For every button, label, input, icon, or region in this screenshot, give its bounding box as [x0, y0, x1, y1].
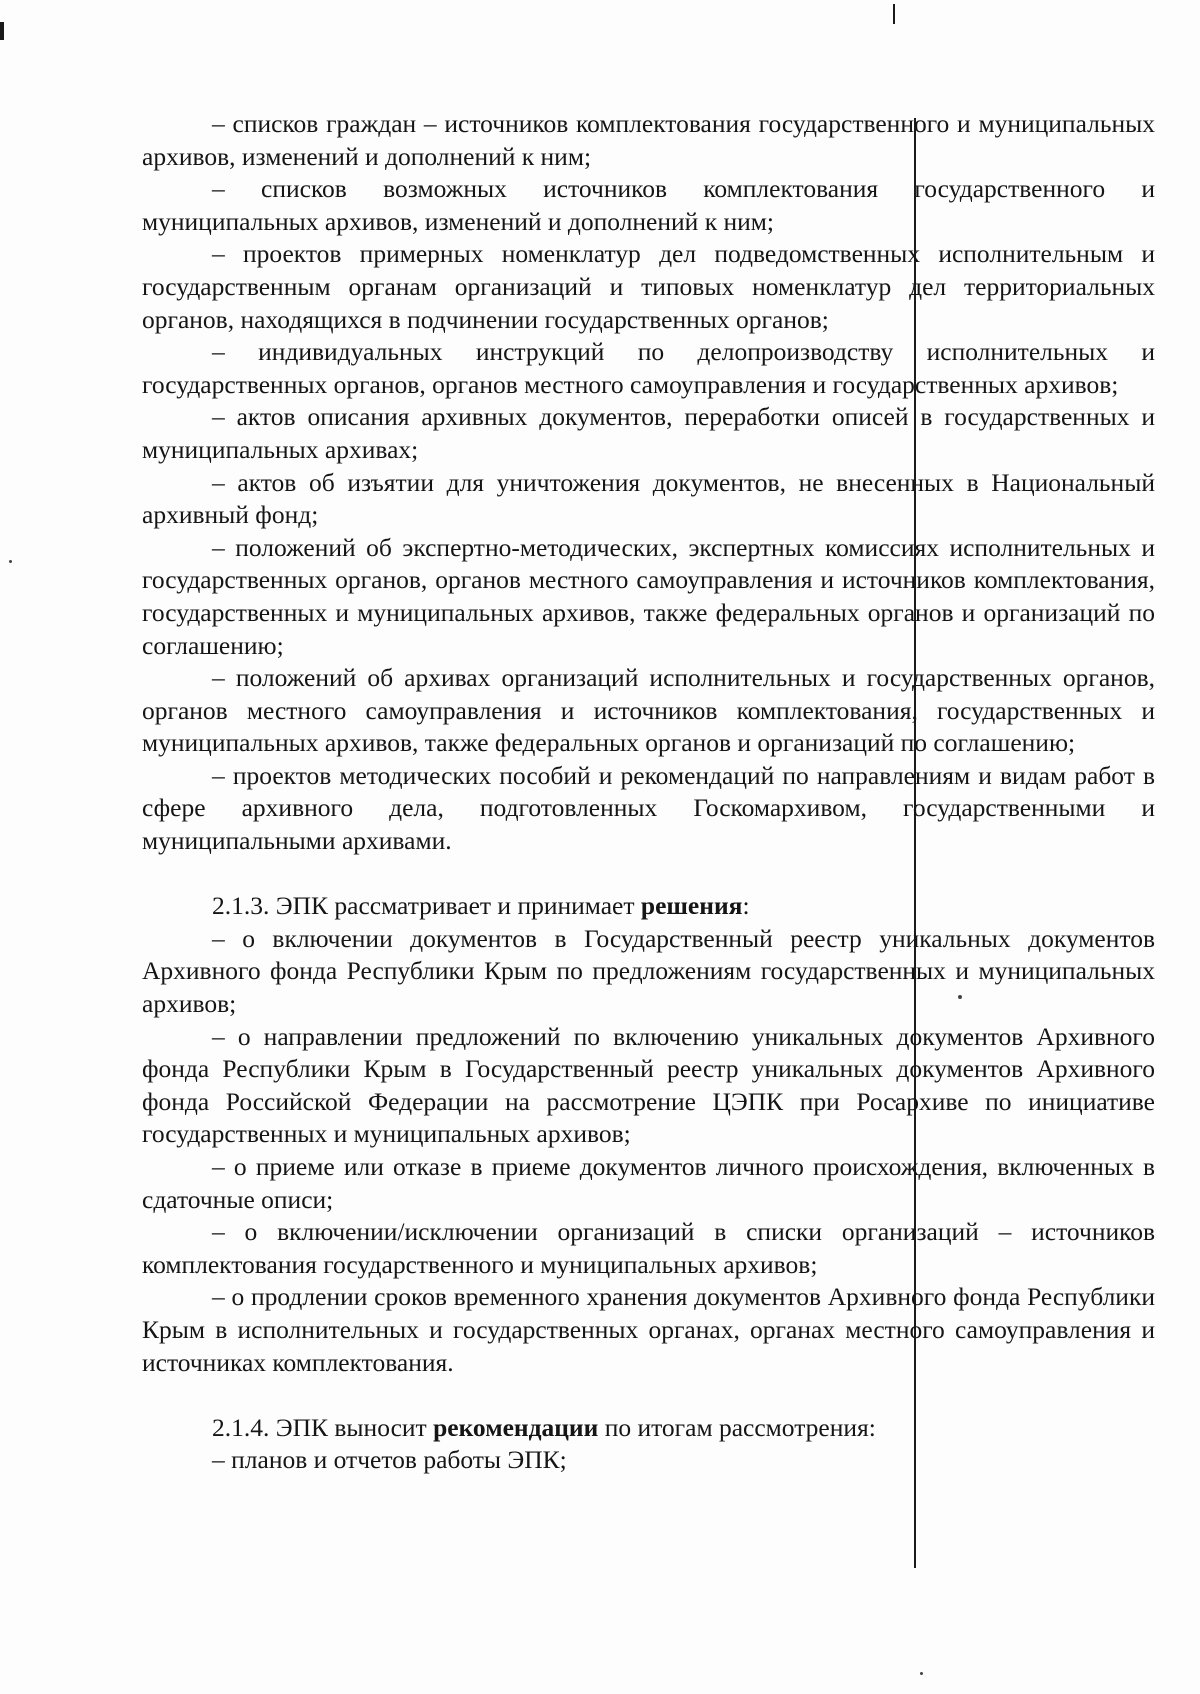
scan-speck — [9, 560, 12, 563]
list-item: – положений об архивах организаций исполнительных и государственных органов, органов местного самоуправления и источников комплектования, государственных и муниципальных архивов, также федеральных органов и организаций по соглашению; — [142, 663, 1155, 758]
section-2-1-4 — [142, 1412, 1155, 1477]
section-heading-keyword: рекомендации — [433, 1412, 599, 1442]
list-item: – проектов методических пособий и рекомендаций по направлениям и видам работ в сфере архивного дела, подготовленных Госкомархивом, государственными и муниципальными архивами. — [142, 760, 1155, 856]
list-item: – списков граждан – источников комплектования государственного и муниципальных архивов, изменений и дополнений к ним; — [142, 109, 1155, 171]
section-heading-suffix: по итогам рассмотрения: — [598, 1412, 876, 1442]
list-item: – о продлении сроков временного хранения документов Архивного фонда Республики Крым в исполнительных и государственных органах, органах местного самоуправления и источниках комплектования. — [142, 1282, 1155, 1377]
list-item: – списков возможных источников комплектования государственного и муниципальных архивов, изменений и дополнений к ним; — [142, 174, 1155, 236]
section-heading — [142, 1412, 1155, 1445]
section-heading-prefix: 2.1.4. ЭПК выносит — [212, 1412, 434, 1442]
scan-artifact-top-tick — [893, 4, 895, 24]
document-body — [142, 108, 1155, 1477]
scan-artifact-edge-mark — [0, 22, 4, 40]
list-item: – о направлении предложений по включению уникальных документов Архивного фонда Республики Крым в Государственный реестр уникальных документов Архивного фонда Российской Федерации на рассмотрение ЦЭПК при Росархиве по инициативе государственных и муниципальных архивов; — [142, 1021, 1155, 1149]
section-heading — [142, 890, 1155, 923]
list-item: – положений об экспертно-методических, экспертных комиссиях исполнительных и государственных органов, органов местного самоуправления и источников комплектования, государственных и муниципальных архивов, также федеральных органов и организаций по соглашению; — [142, 532, 1155, 660]
section-spacer — [142, 1379, 1155, 1412]
list-item: – о включении документов в Государственный реестр уникальных документов Архивного фонда Республики Крым по предложениям государственных и муниципальных архивов; — [142, 923, 1155, 1019]
list-item: – проектов примерных номенклатур дел подведомственных исполнительным и государственным органам организаций и типовых номенклатур дел территориальных органов, находящихся в подчинении государственных органов; — [142, 239, 1155, 334]
list-item: – индивидуальных инструкций по делопроизводству исполнительных и государственных органов, органов местного самоуправления и государственных архивов; — [142, 337, 1155, 399]
list-item: – о включении/исключении организаций в списки организаций – источников комплектования государственного и муниципальных архивов; — [142, 1217, 1155, 1279]
section-heading-keyword: решения — [640, 891, 743, 921]
list-item: – планов и отчетов работы ЭПК; — [212, 1445, 567, 1475]
list-item: – актов об изъятии для уничтожения документов, не внесенных в Национальный архивный фонд; — [142, 467, 1155, 530]
section-2-1-3 — [142, 890, 1155, 1379]
section-heading-prefix: 2.1.3. ЭПК рассматривает и принимает — [212, 891, 641, 921]
list-item: – актов описания архивных документов, переработки описей в государственных и муниципальных архивах; — [142, 402, 1155, 464]
list-item: – о приеме или отказе в приеме документов личного происхождения, включенных в сдаточные описи; — [142, 1152, 1155, 1214]
scan-speck — [920, 1672, 923, 1675]
section-heading-suffix: : — [742, 891, 750, 921]
section-spacer — [142, 858, 1155, 891]
section-2-1-2-list — [142, 108, 1155, 858]
